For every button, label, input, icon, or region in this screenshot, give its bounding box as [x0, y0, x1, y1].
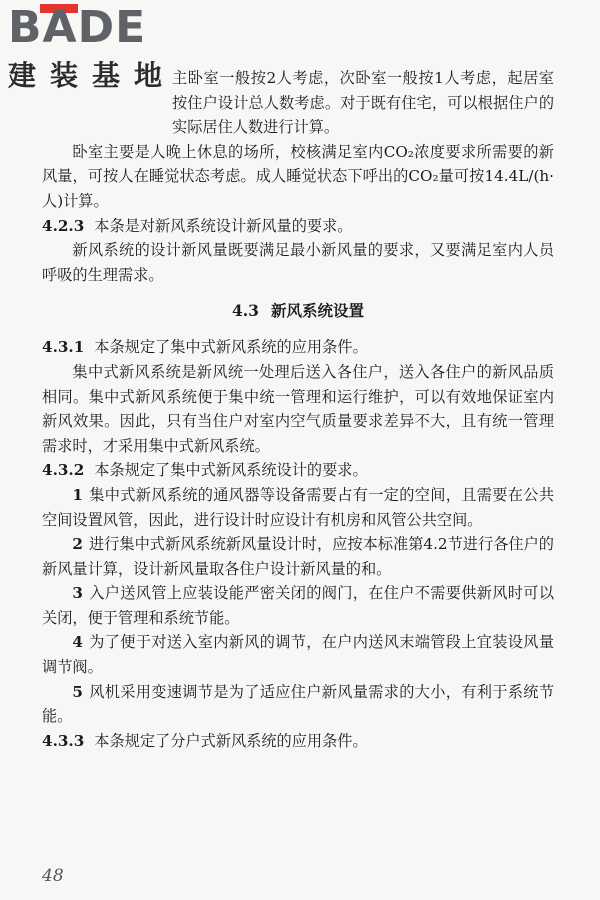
- clause-number: 4.3.1: [42, 338, 85, 357]
- list-item: [42, 532, 554, 581]
- clause-4-3-3: [42, 729, 554, 754]
- clause-text: 本条规定了分户式新风系统的应用条件。: [94, 731, 368, 750]
- logo-subtitle: 建装基地: [8, 59, 177, 92]
- paragraph: [42, 360, 554, 458]
- item-text: 集中式新风系统的通风器等设备需要占有一定的空间，且需要在公共空间设置风管，因此，进行设计时应设计有机房和风管公共空间。: [42, 485, 554, 529]
- clause-number: 4.3.2: [42, 461, 85, 480]
- clause-4-3-1: [42, 335, 554, 360]
- paragraph: [42, 140, 554, 214]
- logo-wordmark: BADE: [8, 2, 147, 53]
- paragraph-text: 集中式新风系统是新风统一处理后送入各住户，送入各住户的新风品质相同。集中式新风系统便于集中统一管理和运行维护，可以有效地保证室内新风效果。因此，只有当住户对室内空气质量要求差异不大，且有统一管理需求时，才采用集中式新风系统。: [42, 362, 554, 455]
- list-item: [42, 483, 554, 532]
- clause-number: 4.3.3: [42, 731, 85, 750]
- item-text: 风机采用变速调节是为了适应住户新风量需求的大小，有利于系统节能。: [42, 682, 554, 726]
- item-number: 1: [72, 485, 83, 504]
- paragraph-text: 卧室主要是人晚上休息的场所，校核满足室内CO₂浓度要求所需要的新风量，可按人在睡觉状态考虑。成人睡觉状态下呼出的CO₂量可按14.4L/(h·人)计算。: [42, 142, 554, 210]
- clause-text: 本条规定了集中式新风系统的应用条件。: [94, 338, 368, 357]
- list-item: [42, 630, 554, 679]
- list-item: [42, 581, 554, 630]
- paragraph-text: 主卧室一般按2人考虑，次卧室一般按1人考虑，起居室按住户设计总人数考虑。对于既有住宅，可以根据住户的实际居住人数进行计算。: [172, 69, 554, 137]
- page-number: 48: [42, 866, 64, 886]
- section-title: 新风系统设置: [270, 301, 364, 321]
- document-body: [42, 66, 554, 753]
- clause-text: 本条规定了集中式新风系统设计的要求。: [94, 461, 368, 480]
- paragraph: [42, 66, 554, 140]
- section-number: 4.3: [232, 301, 259, 321]
- item-number: 4: [72, 633, 83, 652]
- item-number: 3: [72, 584, 83, 603]
- item-text: 进行集中式新风系统新风量设计时，应按本标准第4.2节进行各住户的新风量计算，设计新风量取各住户设计新风量的和。: [42, 535, 554, 578]
- paragraph-text: 新风系统的设计新风量既要满足最小新风量的要求，又要满足室内人员呼吸的生理需求。: [42, 241, 554, 284]
- list-item: [42, 680, 554, 729]
- clause-text: 本条是对新风系统设计新风量的要求。: [94, 216, 353, 235]
- clause-4-2-3: [42, 214, 554, 239]
- paragraph: [42, 238, 554, 287]
- clause-number: 4.2.3: [42, 216, 85, 235]
- item-text: 入户送风管上应装设能严密关闭的阀门，在住户不需要供新风时可以关闭，便于管理和系统节能。: [42, 584, 554, 627]
- item-number: 5: [72, 682, 83, 701]
- item-text: 为了便于对送入室内新风的调节，在户内送风末端管段上宜装设风量调节阀。: [42, 633, 554, 677]
- section-heading: [42, 299, 554, 323]
- item-number: 2: [72, 535, 83, 554]
- clause-4-3-2: [42, 458, 554, 483]
